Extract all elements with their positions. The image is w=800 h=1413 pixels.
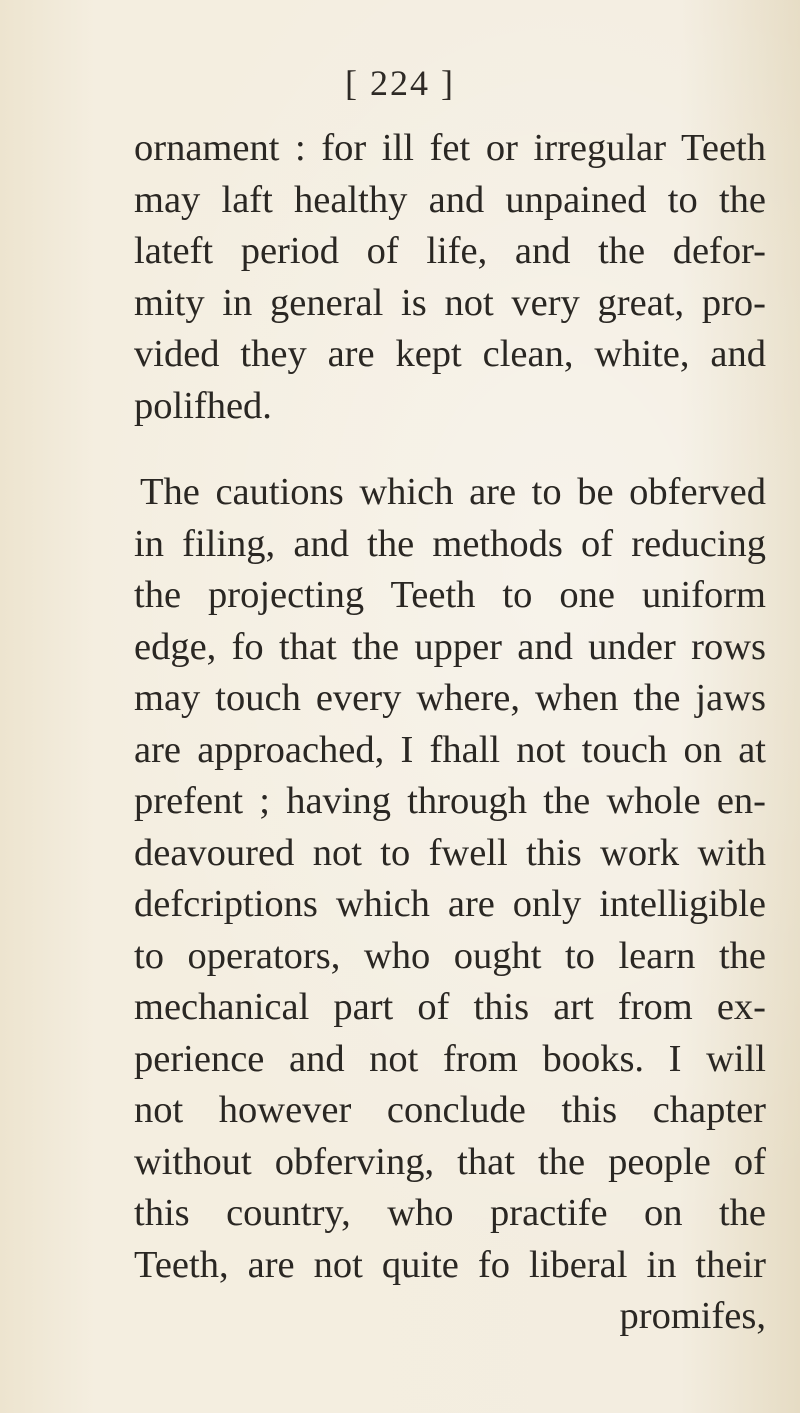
text-line: defcriptions which are only intelligible — [134, 883, 766, 925]
text-line: may laft healthy and unpained to the — [134, 178, 766, 221]
paragraph-2 — [134, 467, 766, 1343]
text-line: prefent ; having through the whole en- — [134, 780, 766, 822]
text-line: edge, fo that the upper and under rows — [134, 625, 766, 668]
text-line: lateft period of life, and the defor- — [134, 230, 766, 272]
text-line: this country, who practife on the — [134, 1192, 766, 1234]
text-line: the projecting Teeth to one uniform — [134, 574, 766, 616]
text-line: perience and not from books. I will — [134, 1037, 766, 1080]
text-line: mity in general is not very great, pro- — [134, 281, 766, 324]
catchword: promifes, — [619, 1295, 766, 1337]
text-line: Teeth, are not quite fo liberal in their — [134, 1243, 766, 1286]
text-line: vided they are kept clean, white, and — [134, 333, 766, 375]
text-line: to operators, who ought to learn the — [134, 934, 766, 977]
text-line: polifhed. — [134, 384, 272, 427]
paragraph-1 — [134, 123, 766, 432]
page-number: [ 224 ] — [345, 63, 455, 103]
text-line: The cautions which are to be obferved — [140, 471, 766, 513]
text-line: ornament : for ill fet or irregular Teeth — [134, 127, 766, 169]
text-line: not however conclude this chapter — [134, 1089, 766, 1131]
text-line: without obferving, that the people of — [134, 1140, 766, 1183]
text-line: may touch every where, when the jaws — [134, 677, 766, 719]
text-line: deavoured not to fwell this work with — [134, 831, 766, 874]
text-line: are approached, I fhall not touch on at — [134, 728, 766, 771]
text-line: in filing, and the methods of reducing — [134, 522, 766, 565]
text-line: mechanical part of this art from ex- — [134, 986, 766, 1028]
